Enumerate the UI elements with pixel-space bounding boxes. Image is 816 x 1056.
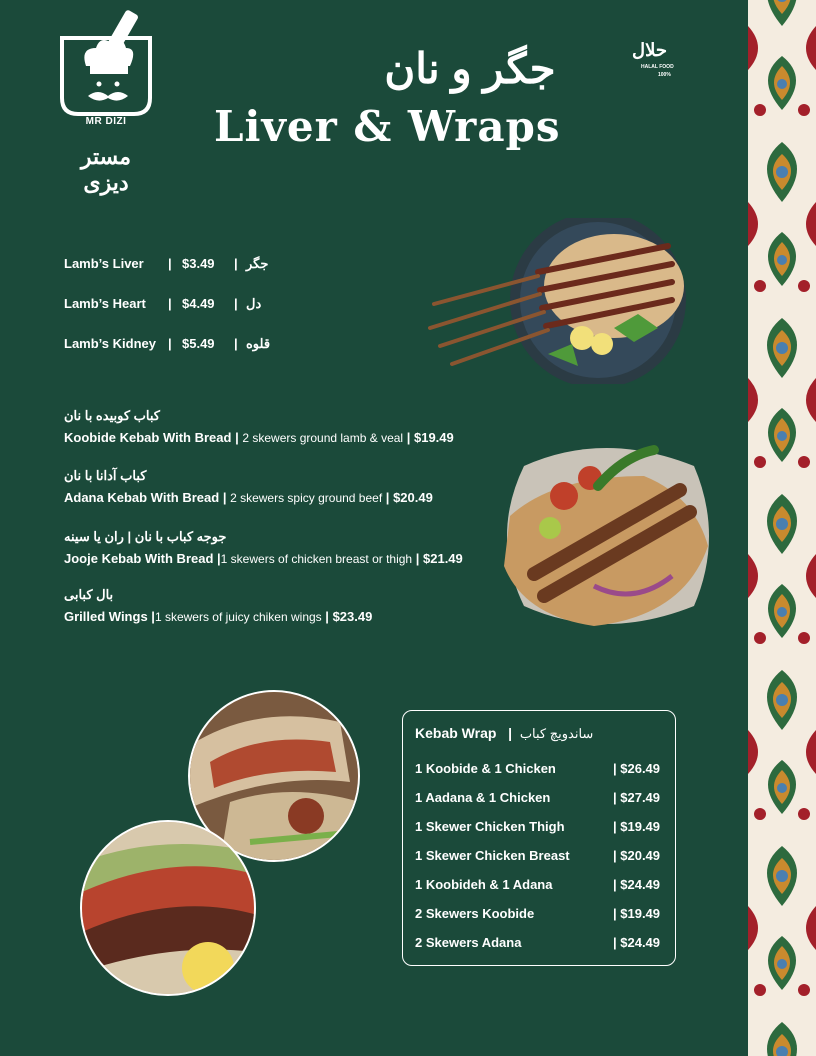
wrap-item: 1 Koobideh & 1 Adana | $24.49 — [415, 877, 661, 892]
item-name-fa: جگر — [246, 256, 269, 271]
item-description: 1 skewers of chicken breast or thigh — [220, 552, 413, 566]
item-price: $3.49 — [182, 256, 215, 271]
item-description: 2 skewers spicy ground beef — [230, 491, 383, 505]
kebab-platter-image — [80, 820, 256, 996]
wrap-item: 1 Skewer Chicken Thigh | $19.49 — [415, 819, 661, 834]
wrap-item-name: 2 Skewers Koobide — [415, 906, 535, 921]
menu-item-koobide: کباب کوبیده با نان Koobide Kebab With Bread | 2 skewers ground lamb & veal | $19.49 — [64, 408, 504, 445]
kebab-wrap-box — [402, 710, 676, 966]
item-price: $19.49 — [413, 430, 454, 445]
halal-label-en: HALAL FOOD — [641, 64, 674, 70]
wrap-item: 2 Skewers Koobide | $19.49 — [415, 906, 661, 921]
item-name-fa: کباب کوبیده با نان — [64, 408, 160, 423]
item-name-fa: کباب آدانا با نان — [64, 468, 147, 483]
ornament-tile — [748, 670, 816, 820]
item-name: Grilled Wings — [64, 609, 148, 624]
item-description: 1 skewers of juicy chiken wings — [154, 610, 322, 624]
ornament-tile — [748, 0, 816, 116]
menu-page: MR DIZI مستر دیزی جگر و نان Liver & Wraps حلال HALAL FOOD 100% Lamb’s Liver | $3.49 | جگر Lamb’s Heart | $4.49 | دل Lamb’s Kidney | $5.49 | قلوه کباب کوبیده با نان Koobide Kebab With Bread | 2 skewers ground lamb & veal | $19.49 کباب آدانا با نان Adana Kebab With Bread | 2 skewers spicy ground beef | $20.49 جوجه کباب با نان | ران یا سینه Jooje Kebab With Bread |1 skewers of chicken breast or thigh | $21.49 بال کبابی Grilled Wings |1 skewers of juicy chiken wings | $23.49 Kebab Wrap | ساندویچ کباب 1 Koobide & 1 Chicken | $26.49 1 Aadana & 1 Chicken | $27.49 1 Skewer Chicken Thigh | $19.49 1 Skewer Chicken Breast | $20.49 1 Koobideh & 1 Adana | $24.49 2 Skewers Koobide | $19.49 2 Skewers Adana | $24.49 — [0, 0, 816, 1056]
koobide-plate-image — [494, 436, 716, 634]
item-price: $23.49 — [332, 609, 373, 624]
kebab-platter-illustration — [82, 822, 254, 994]
wrap-item: 1 Koobide & 1 Chicken | $26.49 — [415, 761, 661, 776]
ornament-tile — [748, 142, 816, 292]
wrap-item-price: $24.49 — [620, 935, 661, 950]
ornament-tile — [748, 318, 816, 468]
decorative-border — [748, 0, 816, 1056]
wrap-item-price: $27.49 — [620, 790, 661, 805]
brand-name-fa: مستر دیزی — [80, 144, 132, 195]
item-name-fa: دل — [246, 296, 262, 311]
wrap-item-name: 2 Skewers Adana — [415, 935, 522, 950]
brand-name-en: MR DIZI — [85, 116, 127, 127]
wrap-box-header: Kebab Wrap | ساندویچ کباب — [415, 725, 594, 741]
wrap-box-title-fa: ساندویچ کباب — [519, 726, 594, 741]
wrap-item-price: $19.49 — [620, 819, 661, 834]
wrap-box-title: Kebab Wrap — [415, 725, 497, 741]
item-name: Lamb’s Kidney — [64, 336, 156, 351]
wrap-item: 2 Skewers Adana | $24.49 — [415, 935, 661, 950]
wrap-item-name: 1 Aadana & 1 Chicken — [415, 790, 551, 805]
item-name-fa: جوجه کباب با نان | ران یا سینه — [64, 529, 227, 544]
item-name: Jooje Kebab With Bread — [64, 551, 214, 566]
brand-logo — [58, 8, 154, 195]
wrap-item-name: 1 Koobideh & 1 Adana — [415, 877, 553, 892]
wrap-item: 1 Aadana & 1 Chicken | $27.49 — [415, 790, 661, 805]
wrap-item-price: $19.49 — [620, 906, 661, 921]
halal-badge — [618, 34, 690, 88]
page-title: Liver & Wraps — [214, 102, 561, 151]
wrap-item-price: $20.49 — [620, 848, 661, 863]
item-name: Lamb’s Heart — [64, 296, 146, 311]
wrap-item-name: 1 Skewer Chicken Thigh — [415, 819, 565, 834]
menu-item-jooje: جوجه کباب با نان | ران یا سینه Jooje Kebab With Bread |1 skewers of chicken breast or thigh | $21.49 — [64, 529, 504, 566]
halal-label-fa: حلال — [632, 40, 667, 60]
item-name: Lamb’s Liver — [64, 256, 144, 271]
wrap-item: 1 Skewer Chicken Breast | $20.49 — [415, 848, 661, 863]
ornament-tile — [748, 846, 816, 996]
item-description: 2 skewers ground lamb & veal — [242, 431, 404, 445]
wrap-item-name: 1 Koobide & 1 Chicken — [415, 761, 556, 776]
item-price: $21.49 — [423, 551, 463, 566]
item-price: $5.49 — [182, 336, 215, 351]
ornament-tile — [748, 1022, 816, 1056]
title-persian: جگر و نان — [384, 45, 556, 92]
liver-skewer-plate-image — [428, 218, 688, 384]
menu-item-wings: بال کبابی Grilled Wings |1 skewers of juicy chiken wings | $23.49 — [64, 587, 504, 624]
item-name: Koobide Kebab With Bread — [64, 430, 232, 445]
item-price: $4.49 — [182, 296, 215, 311]
item-price: $20.49 — [393, 490, 433, 505]
item-name: Adana Kebab With Bread — [64, 490, 220, 505]
ornament-pattern — [748, 0, 816, 1056]
menu-item-adana: کباب آدانا با نان Adana Kebab With Bread | 2 skewers spicy ground beef | $20.49 — [64, 468, 504, 505]
wrap-item-name: 1 Skewer Chicken Breast — [415, 848, 570, 863]
halal-percent: 100% — [658, 72, 671, 78]
chef-mortar-icon — [58, 8, 154, 116]
wrap-item-price: $24.49 — [620, 877, 661, 892]
wrap-item-price: $26.49 — [620, 761, 661, 776]
item-name-fa: قلوه — [246, 336, 271, 351]
item-name-fa: بال کبابی — [64, 587, 114, 602]
ornament-tile — [748, 494, 816, 644]
